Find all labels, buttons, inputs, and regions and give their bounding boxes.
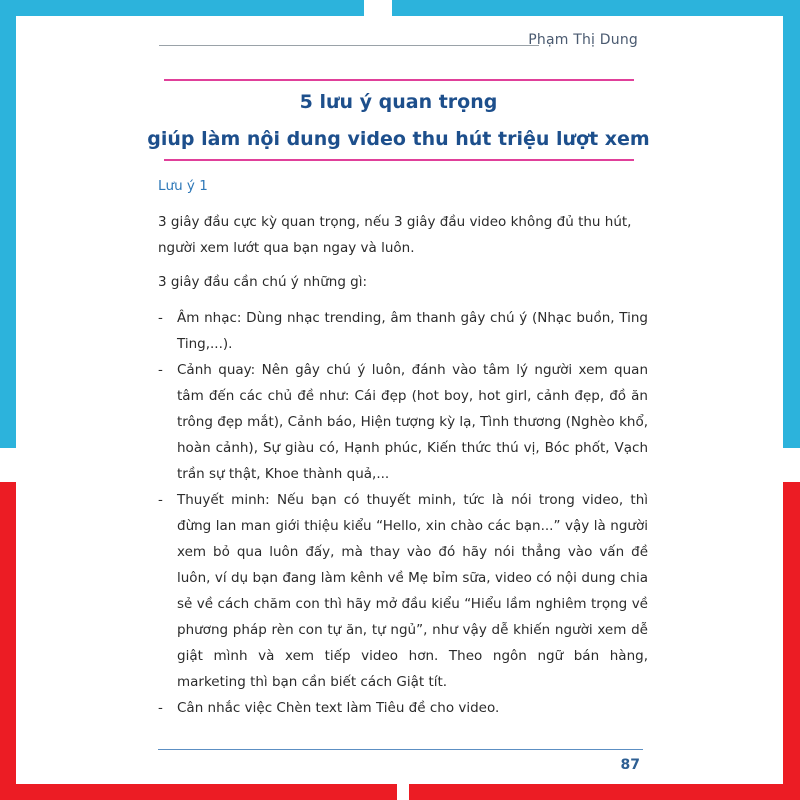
bullet-item [156,357,648,487]
paragraph: 3 giây đầu cần chú ý những gì: [158,274,368,290]
title-rule-bottom [164,159,634,161]
header-divider [159,45,539,46]
bullet-text: Cân nhắc việc Chèn text làm Tiêu đề cho video. [177,700,500,716]
page-author: Phạm Thị Dung [528,32,638,48]
frame-notch [397,784,409,800]
bullet-item [156,487,648,695]
bullet-text: Thuyết minh: Nếu bạn có thuyết minh, tức là nói trong video, thì đừng lan man giới thiệu kiểu “Hello, xin chào các bạn...” vậy là người xem bỏ qua luôn đấy, mà thay vào đó hãy nói thẳng vào vấn đề luôn, ví dụ bạn đang làm kênh về Mẹ bỉm sữa, video có nội dung chia sẻ về cách chăm con thì hãy mở đầu kiểu “Hiểu lầm nghiêm trọng về phương pháp rèn con tự ăn, tự ngủ”, như vậy dễ khiến người xem dễ giật mình và xem tiếp video hơn. Theo ngôn ngữ bán hàng, marketing thì bạn cần biết cách Giật tít. [177,492,648,690]
bullet-marker: - [158,492,163,508]
page-title-line-1: 5 lưu ý quan trọng [299,91,498,113]
bullet-list [156,305,648,721]
bullet-item [156,695,648,721]
bullet-marker: - [158,310,163,326]
page-title-line-2: giúp làm nội dung video thu hút triệu lượt xem [147,128,650,150]
bullet-marker: - [158,362,163,378]
bullet-marker: - [158,700,163,716]
bullet-item [156,305,648,357]
title-rule-top [164,79,634,81]
frame-notch [364,0,392,16]
section-label: Lưu ý 1 [158,178,208,194]
bullet-text: Âm nhạc: Dùng nhạc trending, âm thanh gây chú ý (Nhạc buồn, Ting Ting,...). [177,310,648,352]
book-page [16,16,783,784]
footer-divider [158,749,643,750]
bullet-text: Cảnh quay: Nên gây chú ý luôn, đánh vào tâm lý người xem quan tâm đến các chủ đề như: Cái đẹp (hot boy, hot girl, cảnh đẹp, đồ ăn trông đẹp mắt), Cảnh báo, Hiện tượng kỳ lạ, Tình thương (Nghèo khổ, hoàn cảnh), Sự giàu có, Hạnh phúc, Kiến thức thú vị, Bóc phốt, Vạch trần sự thật, Khoe thành quả,... [177,362,648,482]
page-number: 87 [620,757,640,773]
paragraph: 3 giây đầu cực kỳ quan trọng, nếu 3 giây đầu video không đủ thu hút, người xem lướt qua bạn ngay và luôn. [158,214,632,256]
